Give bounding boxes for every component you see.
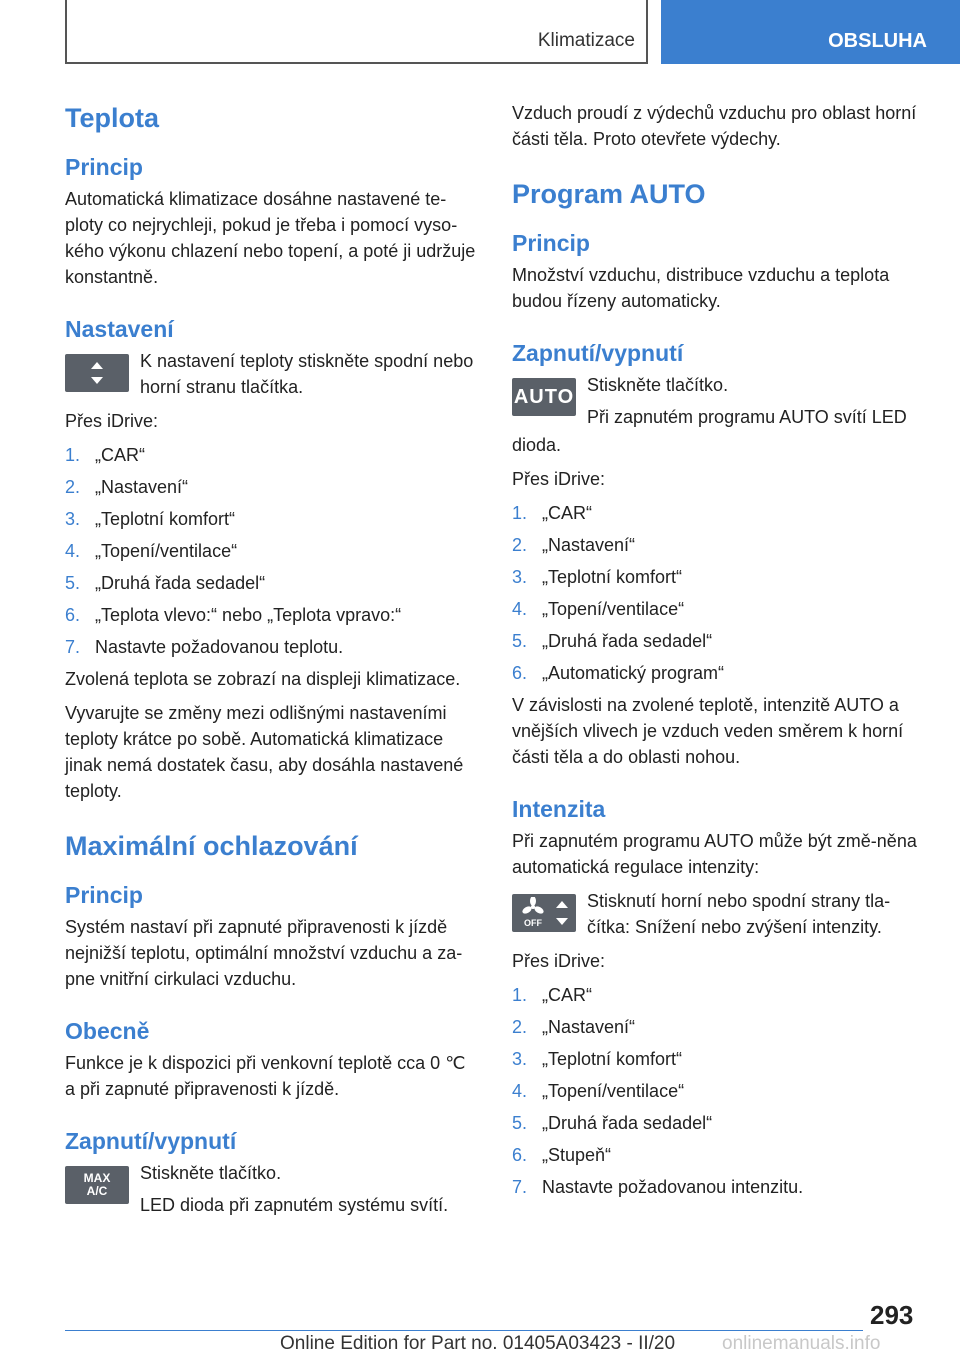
auto-text-3: dioda. <box>512 435 562 455</box>
idrive-steps-intensity <box>512 982 932 1200</box>
header-tab <box>661 0 960 64</box>
heading-princip-auto: Princip <box>512 230 590 256</box>
heading-zapnuti: Zapnutí/vypnutí <box>65 1128 237 1154</box>
via-idrive-label: Přes iDrive: <box>65 411 159 431</box>
list-item: 1. „CAR“ <box>512 985 592 1005</box>
list-item: 4. „Topení/ventilace“ <box>512 599 685 619</box>
fan-off-label: OFF <box>524 918 542 928</box>
paragraph-zavislost: V závislosti na zvolené teplotě, intenzitě AUTO a vnějších vlivech je vzduch veden směrem k horní části těla a do oblasti nohou. <box>512 695 904 767</box>
auto-text-1: Stiskněte tlačítko. <box>587 375 729 395</box>
list-item: 6. „Stupeň“ <box>512 1145 612 1165</box>
list-item: 3. „Teplotní komfort“ <box>512 1049 683 1069</box>
fan-icon <box>518 897 548 929</box>
page-number: 293 <box>870 1300 914 1330</box>
temp-up-down-button-icon <box>65 354 129 392</box>
heading-nastaveni: Nastavení <box>65 316 174 342</box>
heading-princip-2: Princip <box>65 882 143 908</box>
paragraph-princip-2: Systém nastaví při zapnuté připravenosti k jízdě nejnižší teplotu, optimální množství vzduchu a za-pne vnitřní cirkulaci vzduchu. <box>65 917 463 989</box>
list-item: 3. „Teplotní komfort“ <box>65 509 236 529</box>
list-item: 6. „Teplota vlevo:“ nebo „Teplota vpravo:“ <box>65 605 402 625</box>
fan-intensity-button-icon <box>512 894 576 932</box>
list-item: 6. „Automatický program“ <box>512 663 725 683</box>
paragraph-princip-auto: Množství vzduchu, distribuce vzduchu a teplota budou řízeny automaticky. <box>512 265 890 311</box>
heading-intenzita: Intenzita <box>512 796 606 822</box>
footer-edition: Online Edition for Part no. 01405A03423 - II/20 <box>280 1333 676 1354</box>
auto-button-row <box>512 372 932 430</box>
via-idrive-label-3: Přes iDrive: <box>512 951 606 971</box>
list-item: 5. „Druhá řada sedadel“ <box>65 573 266 593</box>
list-item: 3. „Teplotní komfort“ <box>512 567 683 587</box>
list-item: 2. „Nastavení“ <box>512 535 636 555</box>
max-ac-text-1: Stiskněte tlačítko. <box>140 1163 282 1183</box>
fan-button-row <box>512 888 932 940</box>
max-ac-text-2: LED dioda při zapnutém systému svítí. <box>140 1195 449 1215</box>
max-ac-button-icon: MAX A/C <box>65 1166 129 1204</box>
left-column <box>65 100 477 1226</box>
header-section-title: Klimatizace <box>537 30 635 51</box>
auto-button-icon: AUTO <box>512 378 576 416</box>
paragraph-princip: Automatická klimatizace dosáhne nastavené te-ploty co nejrychleji, pokud je třeba i pomocí vyso-kého výkonu chlazení nebo topení, a poté ji udržuje konstantně. <box>65 189 476 287</box>
auto-text-2: Při zapnutém programu AUTO svítí LED <box>587 407 907 427</box>
fan-button-text: Stisknutí horní nebo spodní strany tla-čítka: Snížení nebo zvýšení intenzity. <box>587 891 891 937</box>
footer-watermark: onlinemanuals.info <box>722 1333 881 1354</box>
via-idrive-label-2: Přes iDrive: <box>512 469 606 489</box>
heading-princip: Princip <box>65 154 143 180</box>
heading-program-auto: Program AUTO <box>512 179 706 209</box>
list-item: 4. „Topení/ventilace“ <box>65 541 238 561</box>
list-item: 7. Nastavte požadovanou intenzitu. <box>512 1177 804 1197</box>
list-item: 2. „Nastavení“ <box>512 1017 636 1037</box>
footer-divider <box>65 1330 863 1331</box>
heading-teplota: Teplota <box>65 103 159 133</box>
heading-zapnuti-auto: Zapnutí/vypnutí <box>512 340 684 366</box>
list-item: 1. „CAR“ <box>512 503 592 523</box>
paragraph-zvolena: Zvolená teplota se zobrazí na displeji klimatizace. <box>65 669 461 689</box>
paragraph-obecne: Funkce je k dispozici při venkovní teplotě cca 0 ℃ a při zapnuté připravenosti k jízdě. <box>65 1053 466 1099</box>
list-item: 5. „Druhá řada sedadel“ <box>512 1113 713 1133</box>
list-item: 1. „CAR“ <box>65 445 145 465</box>
list-item: 2. „Nastavení“ <box>65 477 189 497</box>
idrive-steps-auto <box>512 500 932 686</box>
heading-obecne: Obecně <box>65 1018 150 1044</box>
list-item: 7. Nastavte požadovanou teplotu. <box>65 637 344 657</box>
idrive-steps-temp <box>65 442 477 660</box>
right-column <box>512 100 932 1206</box>
temp-button-text: K nastavení teploty stiskněte spodní nebo horní stranu tlačítka. <box>140 351 474 397</box>
paragraph-intenzita: Při zapnutém programu AUTO může být změ-něna automatická regulace intenzity: <box>512 831 917 877</box>
paragraph-vzduch: Vzduch proudí z výdechů vzduchu pro oblast horní části těla. Proto otevřete výdechy. <box>512 103 917 149</box>
paragraph-vyvarujte: Vyvarujte se změny mezi odlišnými nastaveními teploty krátce po sobě. Automatická klimatizace jinak nemá dostatek času, aby dosáhla nastavené teploty. <box>65 703 464 801</box>
heading-max-cooling: Maximální ochlazování <box>65 831 358 861</box>
temp-button-row <box>65 348 477 400</box>
header-tab-label: OBSLUHA <box>828 30 927 52</box>
up-down-arrows-icon <box>554 898 570 928</box>
max-ac-button-row <box>65 1160 477 1218</box>
list-item: 4. „Topení/ventilace“ <box>512 1081 685 1101</box>
list-item: 5. „Druhá řada sedadel“ <box>512 631 713 651</box>
